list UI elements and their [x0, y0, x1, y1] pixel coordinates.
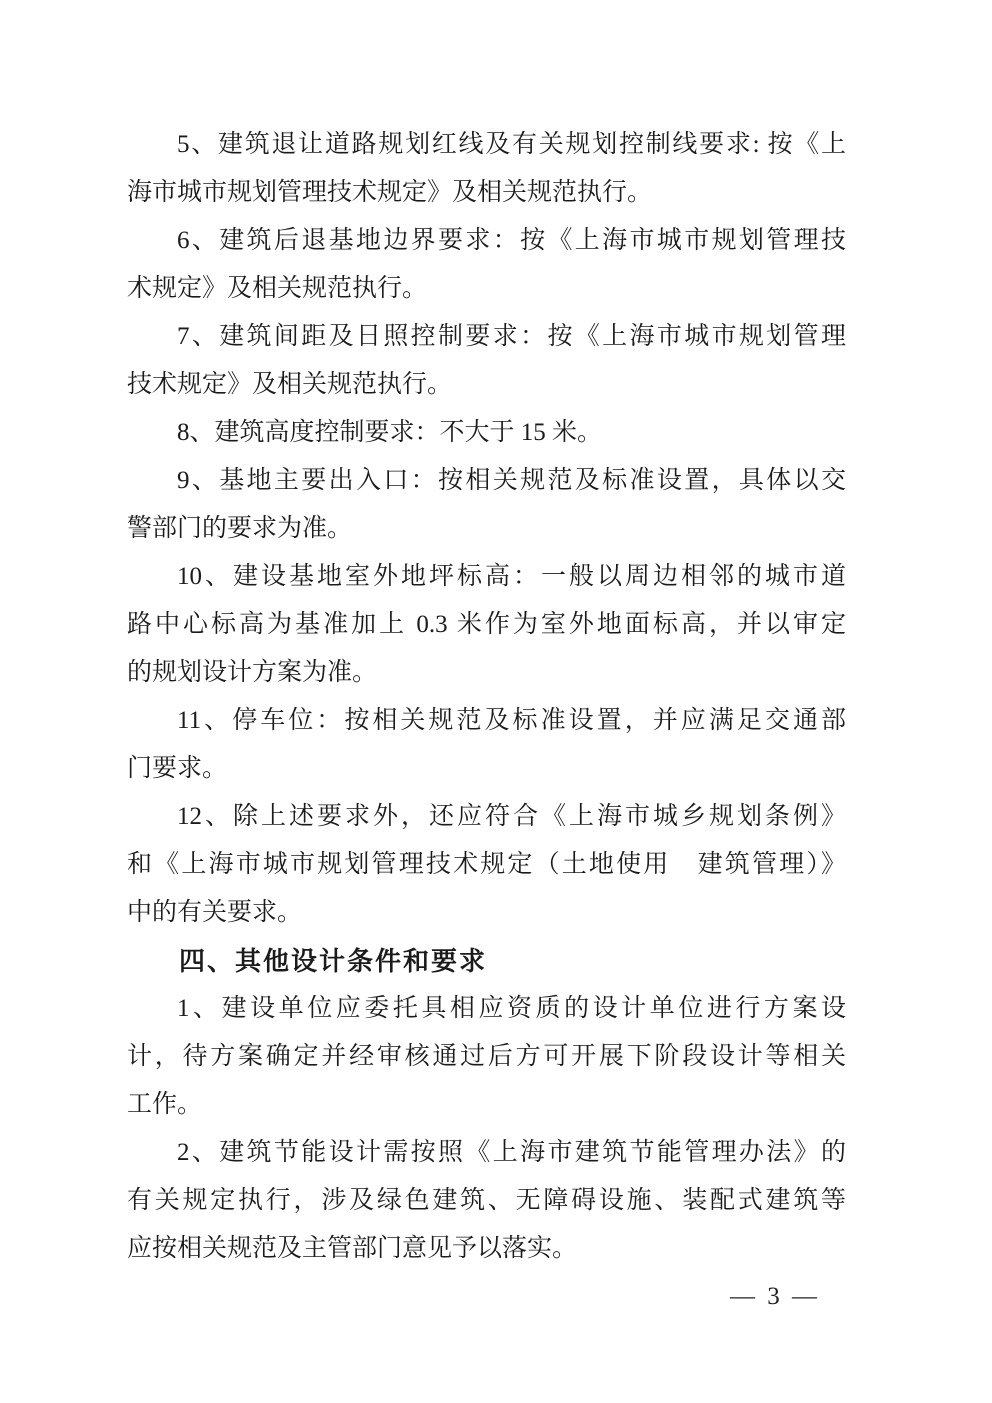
text-line: 应按相关规范及主管部门意见予以落实。 — [127, 1235, 578, 1262]
text-line: 9、基地主要出入口：按相关规范及标准设置，具体以交 — [177, 467, 846, 494]
text-line: 警部门的要求为准。 — [127, 515, 353, 542]
text-line: 的规划设计方案为准。 — [127, 659, 378, 686]
item-4-2 — [127, 1129, 846, 1273]
item-10 — [127, 553, 846, 697]
text-line: 术规定》及相关规范执行。 — [127, 275, 428, 302]
text-line: 和《上海市城市规划管理技术规定（土地使用 建筑管理）》 — [127, 851, 846, 878]
item-6 — [127, 217, 846, 313]
text-line: 7、建筑间距及日照控制要求：按《上海市城市规划管理 — [177, 323, 846, 350]
item-12 — [127, 793, 846, 937]
text-line: 四、其他设计条件和要求 — [179, 946, 488, 976]
text-line: 11、停车位：按相关规范及标准设置，并应满足交通部 — [177, 707, 846, 734]
text-line: 12、除上述要求外，还应符合《上海市城乡规划条例》 — [177, 803, 846, 830]
item-8 — [127, 409, 846, 457]
document-body — [127, 121, 846, 1273]
section-4-heading — [127, 937, 846, 985]
text-line: 2、建筑节能设计需按照《上海市建筑节能管理办法》的 — [177, 1139, 846, 1166]
text-line: 工作。 — [127, 1091, 203, 1118]
text-line: 8、建筑高度控制要求：不大于 15 米。 — [177, 419, 603, 446]
text-line: 有关规定执行，涉及绿色建筑、无障碍设施、装配式建筑等 — [127, 1187, 846, 1214]
text-line: 1、建设单位应委托具相应资质的设计单位进行方案设 — [177, 995, 846, 1022]
text-line: 路中心标高为基准加上 0.3 米作为室外地面标高，并以审定 — [127, 611, 846, 638]
text-line: 5、建筑退让道路规划红线及有关规划控制线要求: 按《上 — [177, 131, 846, 158]
text-line: 6、建筑后退基地边界要求：按《上海市城市规划管理技 — [177, 227, 846, 254]
page-number: — 3 — — [730, 1283, 820, 1310]
text-line: 计，待方案确定并经审核通过后方可开展下阶段设计等相关 — [127, 1043, 846, 1070]
text-line: 技术规定》及相关规范执行。 — [127, 371, 453, 398]
item-11 — [127, 697, 846, 793]
item-7 — [127, 313, 846, 409]
text-line: 门要求。 — [127, 755, 228, 782]
item-9 — [127, 457, 846, 553]
text-line: 海市城市规划管理技术规定》及相关规范执行。 — [127, 179, 653, 206]
item-4-1 — [127, 985, 846, 1129]
item-5 — [127, 121, 846, 217]
text-line: 10、建设基地室外地坪标高：一般以周边相邻的城市道 — [177, 563, 846, 590]
text-line: 中的有关要求。 — [127, 899, 303, 926]
